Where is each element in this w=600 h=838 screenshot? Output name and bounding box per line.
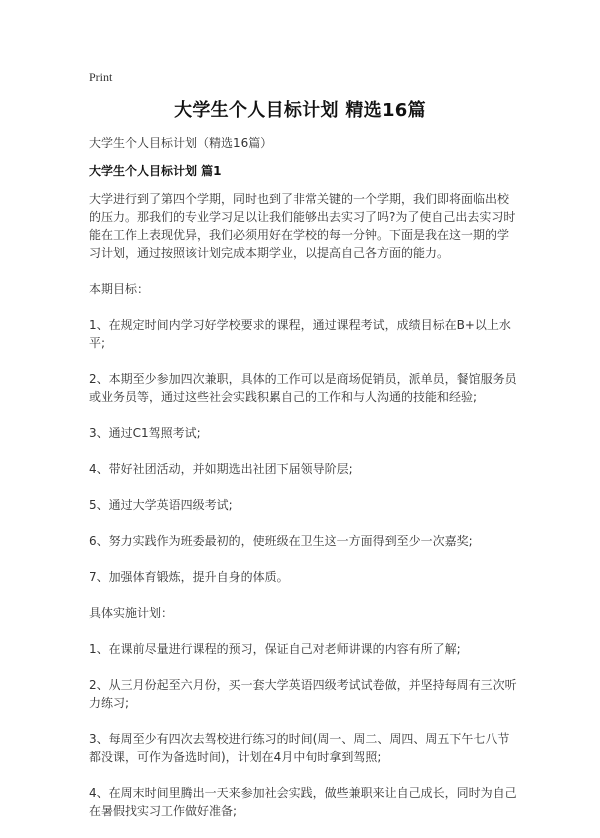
goal-item: 6、努力实践作为班委最初的，使班级在卫生这一方面得到至少一次嘉奖;	[89, 534, 473, 548]
goal-item: 2、本期至少参加四次兼职，具体的工作可以是商场促销员，派单员，餐馆服务员或业务员等，通过这些社会实践积累自己的工作和与人沟通的技能和经验;	[89, 372, 517, 404]
plan-item: 2、从三月份起至六月份，买一套大学英语四级考试试卷做，并坚持每周有三次听力练习;	[89, 678, 517, 710]
section-heading: 大学生个人目标计划 篇1	[89, 164, 222, 178]
goals-label: 本期目标：	[89, 282, 150, 296]
goal-item: 5、通过大学英语四级考试;	[89, 498, 233, 512]
plan-item: 4、在周末时间里腾出一天来参加社会实践，做些兼职来让自己成长，同时为自己在暑假找实习工作做好准备;	[89, 786, 517, 818]
intro-paragraph: 大学进行到了第四个学期，同时也到了非常关键的一个学期，我们即将面临出校的压力。那我们的专业学习足以让我们能够出去实习了吗?为了使自己出去实习时能在工作上表现优异，我们必须用好在学校的每一分钟。下面是我在这一期的学习计划，通过按照该计划完成本期学业，以提高自己各方面的能力。	[89, 192, 516, 260]
article-body	[89, 134, 519, 838]
goal-item: 4、带好社团活动，并如期选出社团下届领导阶层;	[89, 462, 353, 476]
page-title: 大学生个人目标计划 精选16篇	[174, 100, 426, 121]
plan-item: 3、每周至少有四次去驾校进行练习的时间(周一、周二、周四、周五下午七八节都没课，可作为备选时间)，计划在4月中旬时拿到驾照;	[89, 732, 510, 764]
print-link[interactable]: Print	[89, 70, 113, 84]
goal-item: 3、通过C1驾照考试;	[89, 426, 201, 440]
goal-item: 1、在规定时间内学习好学校要求的课程，通过课程考试，成绩目标在B+以上水平;	[89, 318, 511, 350]
plan-label: 具体实施计划：	[89, 606, 174, 620]
plan-item: 1、在课前尽量进行课程的预习，保证自己对老师讲课的内容有所了解;	[89, 642, 461, 656]
article-subtitle: 大学生个人目标计划（精选16篇）	[89, 136, 273, 150]
goal-item: 7、加强体育锻炼，提升自身的体质。	[89, 570, 289, 584]
